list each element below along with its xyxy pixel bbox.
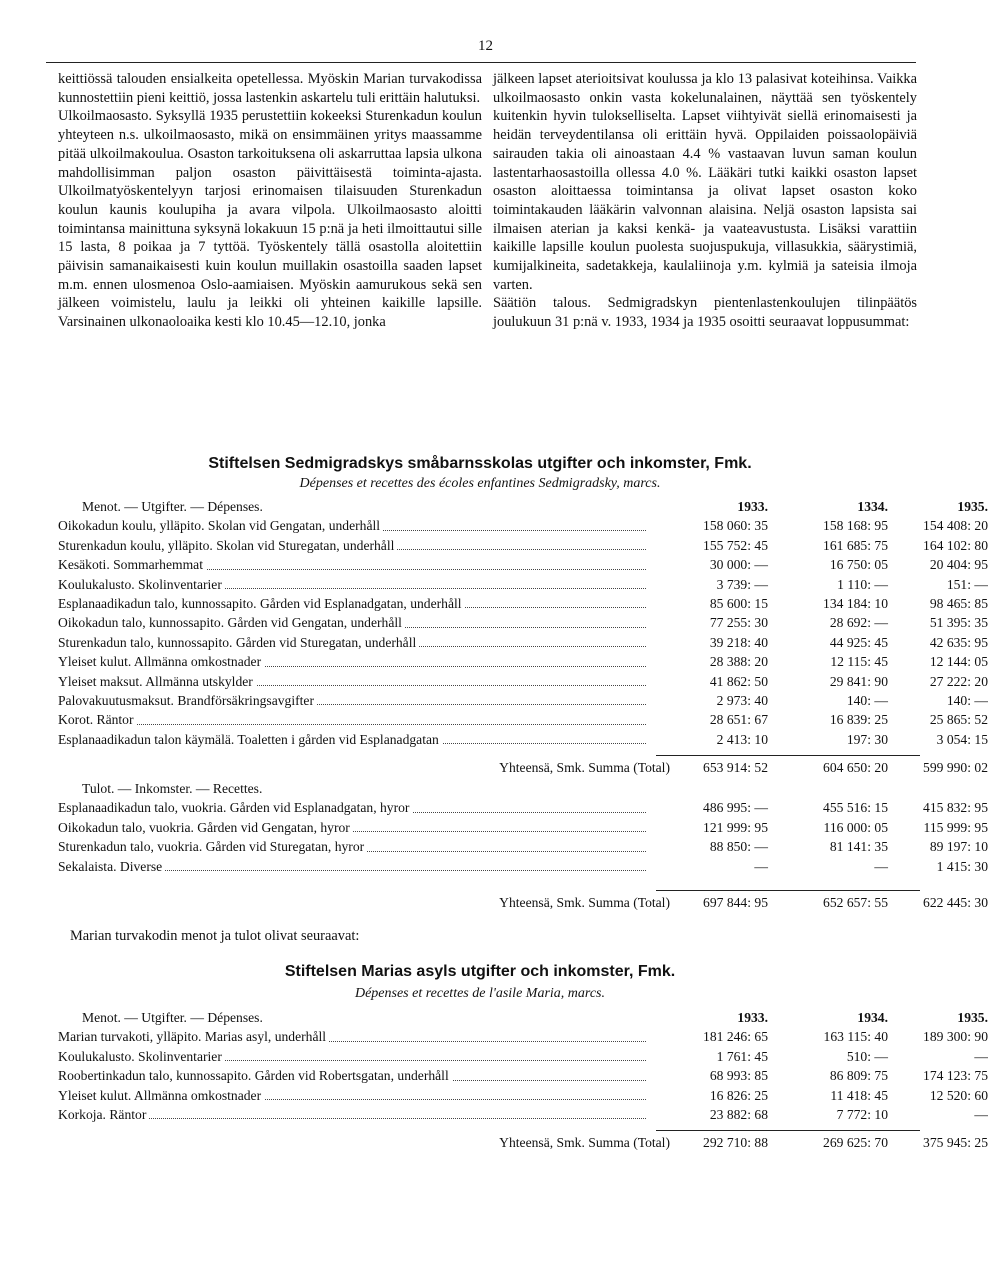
paragraph: jälkeen lapset aterioitsivat koulussa ja klo 13 palasivat koteihinsa. Vaikka ulkoilmaosasto onkin vasta kokelunalainen, näyttää sen työskentely kuitenkin hyvin tulokselliselta. Lapset viihtyivät siellä erinomaisesti ja heidän terveydentilansa oli erittäin hyvä. Oppilaiden poissaolopäiviä sairauden takia oli ainoastaan 4.4 % vastaavan luvun saman koulun lastentarhaosastoilla ollessa 4.0 %. Lääkäri tutki kaikki osaston lapset osaston aloittaessa toimintansa ja olivat lapset osaston koko toimintakauden lääkärin valvonnan alaisina. Neljä osaston lapsista sai ilmaisen aterian ja kaksi kenkä- ja vaateavustusta. Lisäksi varattiin kaikille lapsille koulun puolesta suojuspukuja, villasukkia, säärystimiä, kumijalkineita, sadetakkeja, kaulaliinoja y.m. kylmiä ja sateisia ilmoja varten. [493, 71, 917, 293]
table-cell: — [754, 858, 768, 874]
table-cell: 1 110: — [837, 576, 888, 592]
table-cell: 88 850: — [709, 839, 768, 855]
row-label: Oikokadun talo, vuokria. Gården vid Gengatan, hyror [58, 818, 650, 837]
table1-subtitle: Dépenses et recettes des écoles enfantines Sedmigradsky, marcs. [299, 476, 661, 491]
table-cell: 1933. [737, 1010, 768, 1025]
table-header-row [58, 1008, 988, 1027]
table-cell: 510: — [846, 1048, 888, 1064]
table-row [58, 710, 988, 729]
table-row [58, 594, 988, 613]
row-label: Palovakuutusmaksut. Brandförsäkringsavgifter [58, 691, 650, 710]
note: Marian turvakodin menot ja tulot olivat seuraavat: [70, 928, 360, 944]
row-label: Korkoja. Räntor [58, 1105, 650, 1124]
table-cell: 2 973: 40 [716, 692, 768, 708]
table-row [58, 857, 988, 876]
table-header-row [58, 497, 988, 516]
table-cell: 140: — [846, 692, 888, 708]
table-cell: 30 000: — [709, 557, 768, 573]
row-label: Koulukalusto. Skolinventarier [58, 1047, 650, 1066]
table-cell: 697 844: 95 [703, 895, 768, 911]
table-cell: 486 995: — [703, 800, 768, 816]
table-cell: 269 625: 70 [823, 1135, 888, 1151]
table-cell: 604 650: 20 [823, 760, 888, 776]
table-cell: 12 520: 60 [929, 1087, 988, 1103]
table-row [58, 1086, 988, 1105]
table-cell: 85 600: 15 [709, 595, 768, 611]
table-cell: 161 685: 75 [823, 537, 888, 553]
table-cell: 151: — [946, 576, 988, 592]
table-cell: 154 408: 20 [923, 518, 988, 534]
table-cell: 189 300: 90 [923, 1029, 988, 1045]
row-label: Sturenkadun talo, kunnossapito. Gården vid Sturegatan, underhåll [58, 633, 650, 652]
table-row [58, 1047, 988, 1066]
table-row [58, 613, 988, 632]
table-cell: 155 752: 45 [703, 537, 768, 553]
table-cell: 2 413: 10 [716, 731, 768, 747]
table-cell: 3 739: — [716, 576, 768, 592]
total-rule [656, 755, 920, 756]
table-cell: 3 054: 15 [936, 731, 988, 747]
table-cell: 1935. [957, 1010, 988, 1025]
row-label: Sturenkadun koulu, ylläpito. Skolan vid Sturegatan, underhåll [58, 536, 650, 555]
table-cell: 11 418: 45 [830, 1087, 888, 1103]
table-cell: 292 710: 88 [703, 1135, 768, 1151]
table-cell: 121 999: 95 [703, 819, 768, 835]
table-row [58, 575, 988, 594]
row-label: Koulukalusto. Skolinventarier [58, 575, 650, 594]
table-cell: 140: — [946, 692, 988, 708]
table-cell: — [974, 1048, 988, 1064]
table-cell: 181 246: 65 [703, 1029, 768, 1045]
table-cell: 1 415: 30 [936, 858, 988, 874]
table-cell: 28 651: 67 [709, 712, 768, 728]
table-cell: 12 115: 45 [830, 654, 888, 670]
table-cell: 81 141: 35 [829, 839, 888, 855]
table-cell: 12 144: 05 [929, 654, 988, 670]
paragraph: Ulkoilmaosasto. Syksyllä 1935 perustettiin kokeeksi Sturenkadun koulun yhteyteen n.s. ulkoilmaosasto, mikä on ensimmäinen yritys maassamme pitää ulkoilmakoulua. Osaston tarkoituksena oli askarruttaa lapsia ulkona mahdollisimman paljon osaston päivittäisestä toiminta-ajasta. Ulkoilmatyöskentelyyn tarjosi erinomaisen tilaisuuden Sturenkadun koulun kaunis koulupiha ja avara vilpola. Ulkoilmaosasto aloitti toimintansa mainittuna syksynä lokakuun 15 p:nä ja heti ilmoittautui sille 15 lasta, 8 poikaa ja 7 tyttöä. Työskentely tällä osastolla aloitettiin päivisin samanaikaisesti kuin koulun muillakin osastoilla saaden lapset m.m. ennen ulosmenoa Oslo-aamiaisen. Myöskin aamurukous sekä sen jälkeen voimistelu, laulu ja leikki oli yhteinen kaikille lapsille. Varsinainen ulkonaoloaika kesti klo 10.45—12.10, jonka [58, 108, 482, 331]
total-rule [656, 1130, 920, 1131]
table-cell: 7 772: 10 [836, 1106, 888, 1122]
page-number: 12 [478, 38, 493, 54]
table-cell: 174 123: 75 [923, 1068, 988, 1084]
row-label: Oikokadun talo, kunnossapito. Gården vid Gengatan, underhåll [58, 613, 650, 632]
header-rule [46, 62, 916, 63]
row-label: Yleiset kulut. Allmänna omkostnader [58, 652, 650, 671]
table-cell: 1934. [857, 1010, 888, 1025]
table-cell: 51 395: 35 [929, 615, 988, 631]
row-label: Roobertinkadun talo, kunnossapito. Gården vid Robertsgatan, underhåll [58, 1066, 650, 1085]
table-cell: 44 925: 45 [829, 634, 888, 650]
table-cell: — [974, 1106, 988, 1122]
table-cell: 415 832: 95 [923, 800, 988, 816]
row-label: Kesäkoti. Sommarhemmat [58, 555, 650, 574]
table2 [58, 1008, 988, 1154]
table-cell: 16 750: 05 [829, 557, 888, 573]
table-cell: 653 914: 52 [703, 760, 768, 776]
expenses-header: Menot. — Utgifter. — Dépenses. [82, 1010, 263, 1025]
table-row [58, 652, 988, 671]
total-row [58, 892, 988, 914]
table-cell: 28 692: — [829, 615, 888, 631]
table1 [58, 497, 988, 914]
row-label: Esplanaadikadun talo, kunnossapito. Gården vid Esplanadgatan, underhåll [58, 594, 650, 613]
total-label: Yhteensä, Smk. Summa (Total) [499, 1135, 670, 1151]
total-row [58, 757, 988, 779]
table-cell: 16 839: 25 [829, 712, 888, 728]
table-cell: 29 841: 90 [829, 673, 888, 689]
row-label: Esplanaadikadun talon käymälä. Toaletten i gården vid Esplanadgatan [58, 730, 650, 749]
table-cell: 1 761: 45 [716, 1048, 768, 1064]
table-row [58, 730, 988, 749]
table-row [58, 516, 988, 535]
table-row [58, 1066, 988, 1085]
table-cell: 599 990: 02 [923, 760, 988, 776]
table-cell: 25 865: 52 [929, 712, 988, 728]
table-row [58, 691, 988, 710]
table-row [58, 1027, 988, 1046]
table-cell: 158 060: 35 [703, 518, 768, 534]
table-cell: 455 516: 15 [823, 800, 888, 816]
table-row [58, 818, 988, 837]
table-cell: 1334. [857, 499, 888, 514]
table-cell: 23 882: 68 [709, 1106, 768, 1122]
table-cell: 1935. [957, 499, 988, 514]
table-cell: 134 184: 10 [823, 595, 888, 611]
table-cell: 27 222: 20 [929, 673, 988, 689]
table-cell: 16 826: 25 [709, 1087, 768, 1103]
table-cell: 622 445: 30 [923, 895, 988, 911]
table-cell: 42 635: 95 [929, 634, 988, 650]
table-cell: 164 102: 80 [923, 537, 988, 553]
table-cell: 20 404: 95 [929, 557, 988, 573]
table-row [58, 837, 988, 856]
table-cell: 98 465: 85 [929, 595, 988, 611]
table-cell: 39 218: 40 [709, 634, 768, 650]
table-cell: 86 809: 75 [829, 1068, 888, 1084]
left-column [58, 70, 482, 332]
row-label: Yleiset kulut. Allmänna omkostnader [58, 1086, 650, 1105]
table-cell: 158 168: 95 [823, 518, 888, 534]
table-cell: 197: 30 [846, 731, 888, 747]
table-cell: 116 000: 05 [823, 819, 888, 835]
row-label: Sturenkadun talo, vuokria. Gården vid Sturegatan, hyror [58, 837, 650, 856]
table-cell: 375 945: 25 [923, 1135, 988, 1151]
table-row [58, 536, 988, 555]
table-cell: — [874, 858, 888, 874]
row-label: Sekalaista. Diverse [58, 857, 650, 876]
row-label: Oikokadun koulu, ylläpito. Skolan vid Gengatan, underhåll [58, 516, 650, 535]
income-header-row [58, 779, 920, 798]
total-row [58, 1132, 988, 1154]
row-label: Esplanaadikadun talo, vuokria. Gården vid Esplanadgatan, hyror [58, 798, 650, 817]
table-row [58, 1105, 988, 1124]
table-row [58, 672, 988, 691]
table-cell: 41 862: 50 [709, 673, 768, 689]
table-cell: 163 115: 40 [823, 1029, 888, 1045]
table-row [58, 798, 988, 817]
total-label: Yhteensä, Smk. Summa (Total) [499, 760, 670, 776]
row-label: Yleiset maksut. Allmänna utskylder [58, 672, 650, 691]
income-header: Tulot. — Inkomster. — Recettes. [82, 781, 263, 797]
table-cell: 77 255: 30 [709, 615, 768, 631]
table2-title: Stiftelsen Marias asyls utgifter och inkomster, Fmk. [284, 963, 676, 980]
row-label: Korot. Räntor [58, 710, 650, 729]
table-cell: 68 993: 85 [709, 1068, 768, 1084]
table-row [58, 555, 988, 574]
table-cell: 1933. [737, 499, 768, 514]
table2-subtitle: Dépenses et recettes de l'asile Maria, marcs. [354, 986, 605, 1001]
total-label: Yhteensä, Smk. Summa (Total) [499, 895, 670, 911]
table-row [58, 633, 988, 652]
paragraph: Säätiön talous. Sedmigradskyn pientenlastenkoulujen tilinpäätös joulukuun 31 p:nä v. 1933, 1934 ja 1935 osoitti seuraavat loppusummat: [493, 295, 917, 331]
paragraph: keittiössä talouden ensialkeita opetellessa. Myöskin Marian turvakodissa kunnostettiin pieni keittiö, jossa lastenkin askartelu tuli erittäin halutuksi. [58, 71, 482, 106]
total-rule [656, 890, 920, 891]
table-cell: 89 197: 10 [929, 839, 988, 855]
right-column [493, 70, 917, 332]
table-cell: 115 999: 95 [923, 819, 988, 835]
table-cell: 28 388: 20 [709, 654, 768, 670]
table-cell: 652 657: 55 [823, 895, 888, 911]
row-label: Marian turvakoti, ylläpito. Marias asyl, underhåll [58, 1027, 650, 1046]
table1-title: Stiftelsen Sedmigradskys småbarnsskolas utgifter och inkomster, Fmk. [208, 455, 752, 472]
expenses-header: Menot. — Utgifter. — Dépenses. [82, 499, 263, 514]
